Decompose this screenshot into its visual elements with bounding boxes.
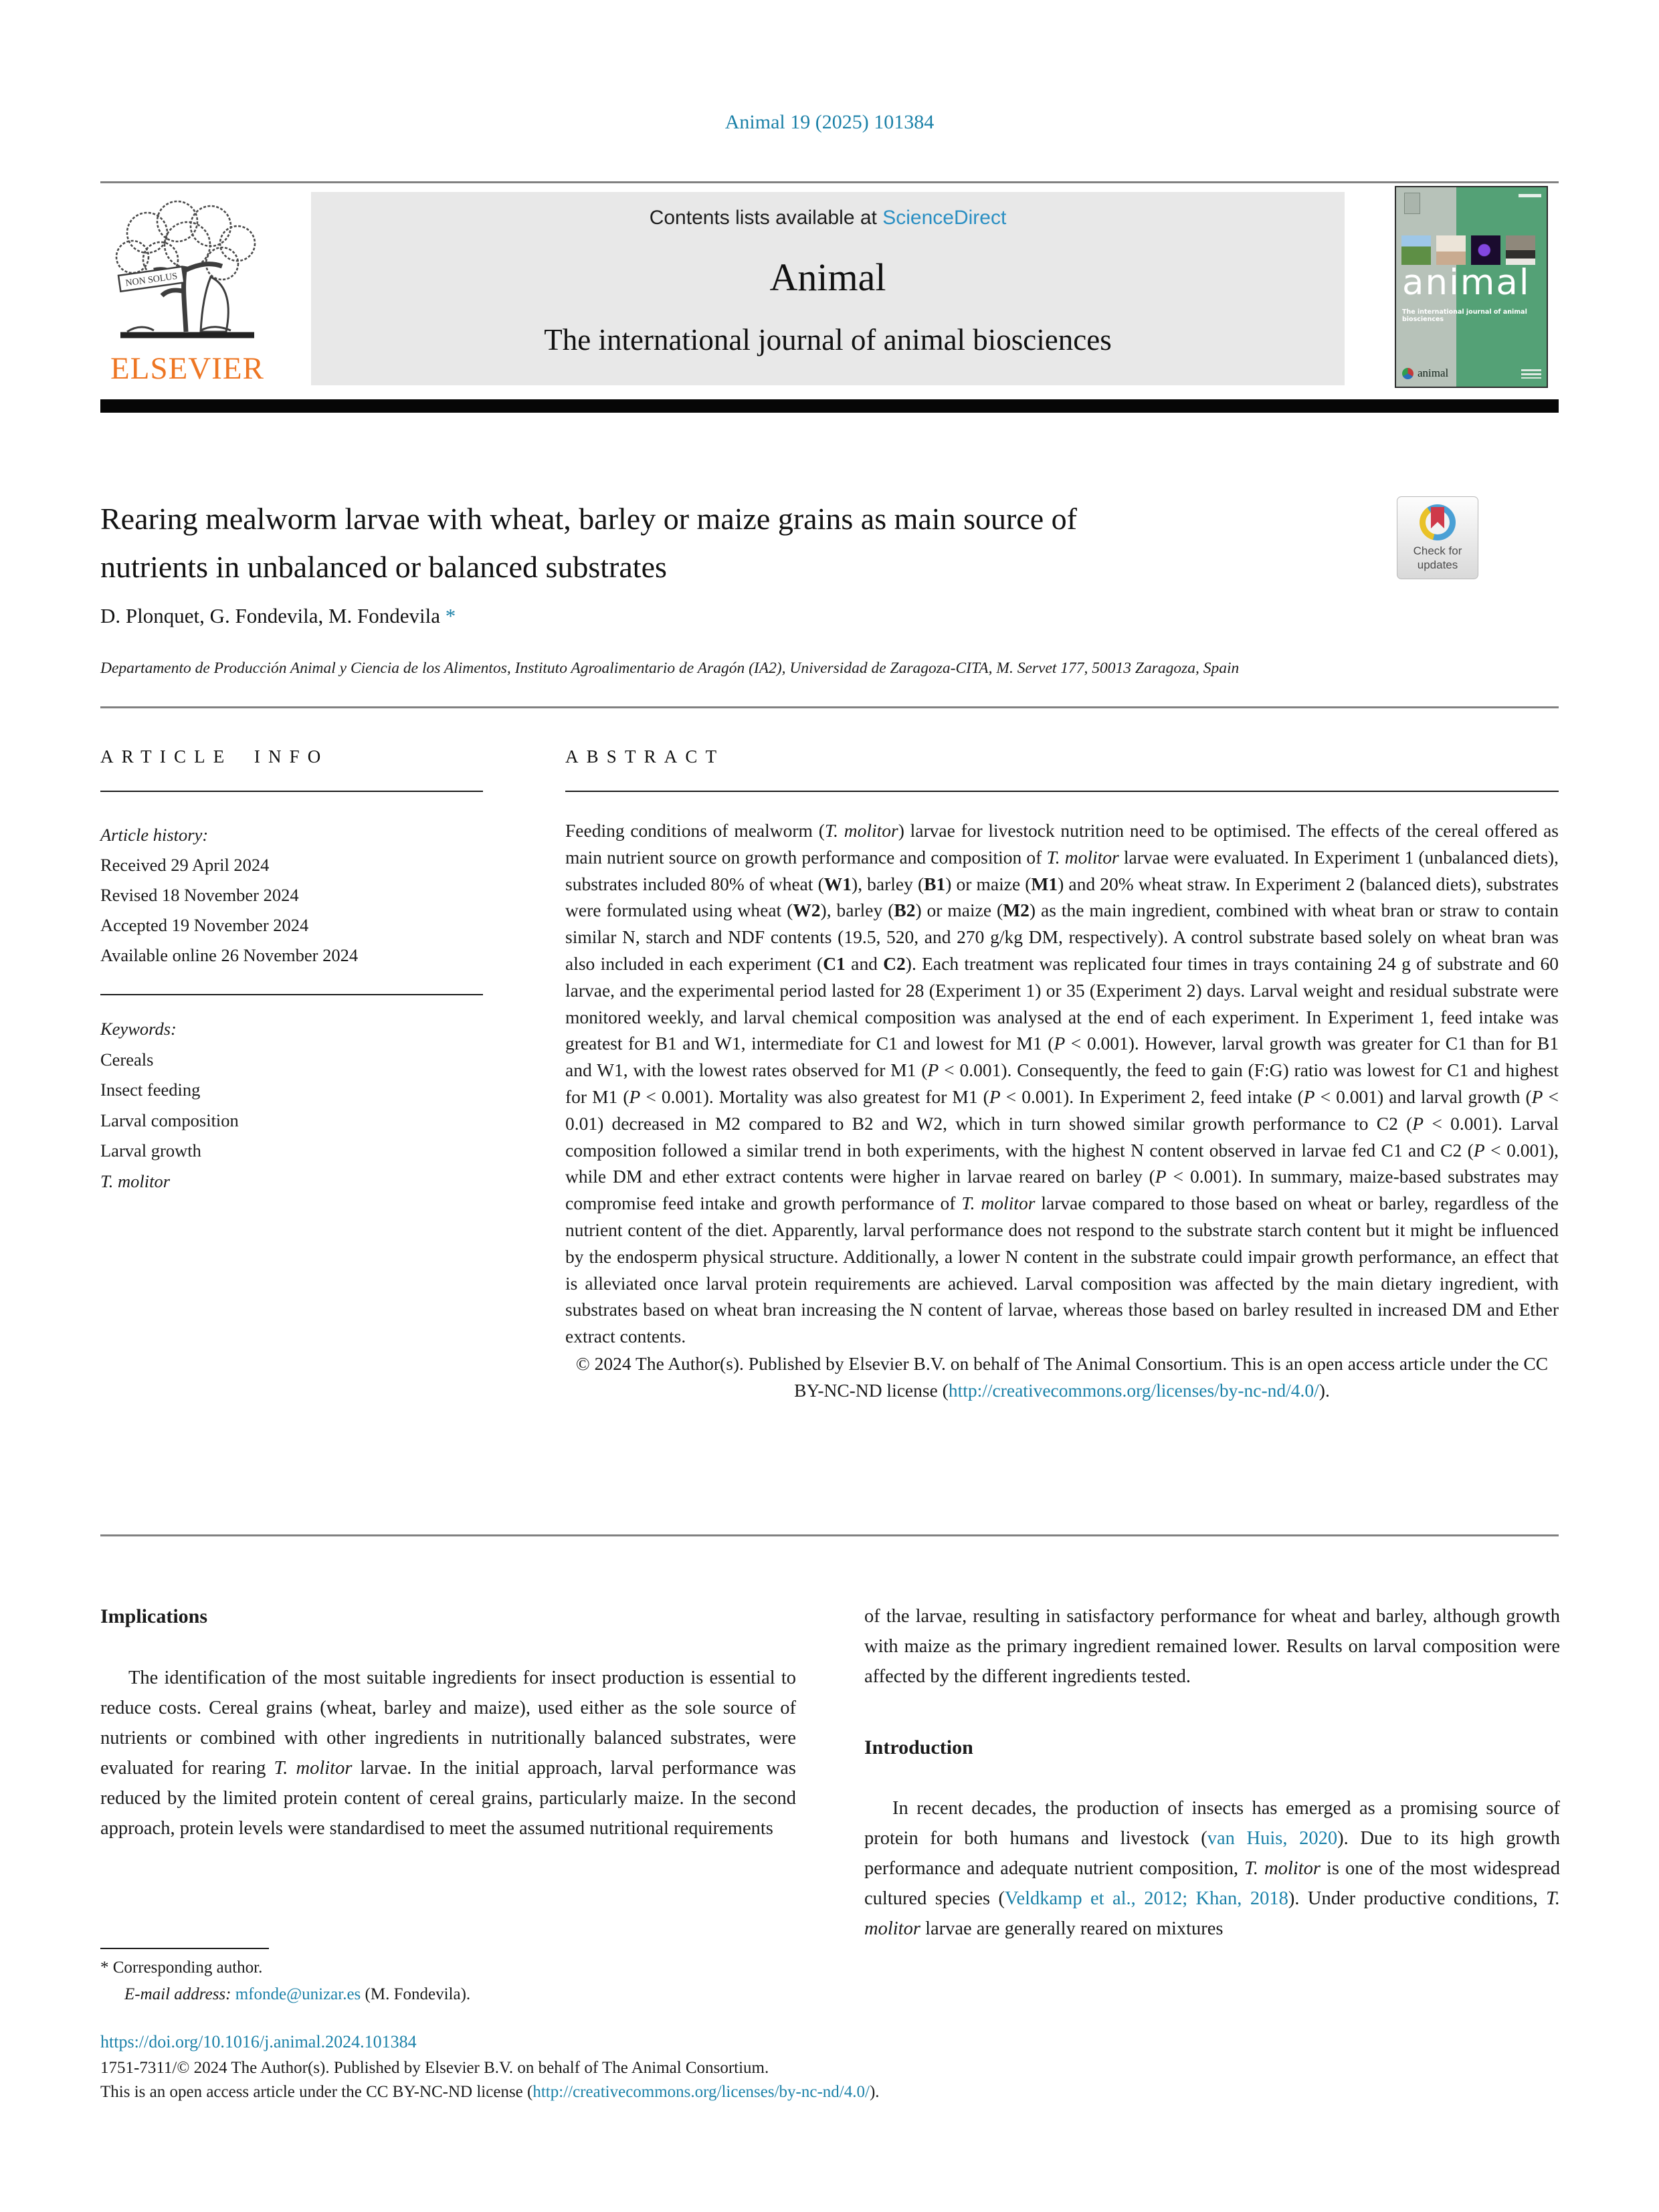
affiliation-divider — [100, 706, 1559, 708]
elsevier-logo[interactable] — [100, 198, 274, 399]
abstract-header: ABSTRACT — [565, 746, 725, 767]
introduction-heading: Introduction — [864, 1736, 973, 1758]
keyword-item: Cereals — [100, 1049, 154, 1070]
crossmark-label: Check for updates — [1413, 544, 1462, 571]
contents-line — [311, 207, 1345, 229]
issn-copyright-line: 1751-7311/© 2024 The Author(s). Published by Elsevier B.V. on behalf of The Animal Consortium. — [100, 2059, 769, 2077]
doi-link[interactable]: https://doi.org/10.1016/j.animal.2024.101384 — [100, 2032, 417, 2051]
keywords-label: Keywords: — [100, 1019, 177, 1039]
elsevier-wordmark: ELSEVIER — [110, 351, 264, 386]
email-address-line: E-mail address: mfonde@unizar.es (M. Fondevila). — [124, 1985, 471, 2003]
non-solus-ribbon: NON SOLUS — [124, 271, 179, 289]
keyword-item: Larval composition — [100, 1110, 239, 1130]
journal-citation-link[interactable]: Animal 19 (2025) 101384 — [724, 111, 935, 133]
cover-issn-decoration — [1519, 194, 1541, 197]
history-accepted: Accepted 19 November 2024 — [100, 915, 309, 935]
body-column-right — [864, 1601, 1560, 1944]
banner-journal-subtitle: The international journal of animal biosciences — [544, 323, 1112, 357]
animal-logo-icon — [1402, 368, 1413, 379]
inline-link[interactable]: van Huis, 2020 — [1207, 1828, 1338, 1849]
cover-photo-cattle — [1506, 235, 1535, 265]
history-available: Available online 26 November 2024 — [100, 945, 359, 965]
keyword-item: Larval growth — [100, 1140, 201, 1161]
body-column-left — [100, 1601, 796, 1843]
sciencedirect-link[interactable]: ScienceDirect — [882, 207, 1007, 229]
crossmark-icon — [1420, 504, 1456, 540]
contents-prefix: Contents lists available at — [649, 207, 883, 229]
keyword-item: T. molitor — [100, 1171, 171, 1191]
keywords-block — [100, 1014, 502, 1197]
article-history — [100, 820, 502, 971]
crossmark-badge[interactable] — [1397, 496, 1478, 579]
journal-banner — [311, 192, 1345, 385]
article-history-label: Article history: — [100, 825, 209, 845]
inline-link[interactable]: mfonde@unizar.es — [235, 1985, 361, 2003]
article-info-header: ARTICLE INFO — [100, 746, 329, 767]
license-line: This is an open access article under the CC BY-NC-ND license (http://creativecommons.org/licenses/by-nc-nd/4.0/). — [100, 2083, 880, 2101]
article-info-rule — [100, 791, 483, 792]
cover-bottom-logo — [1402, 367, 1448, 380]
cover-volume-decoration — [1521, 369, 1541, 379]
cover-photo-chromosomes — [1471, 235, 1500, 265]
author-list — [100, 604, 456, 628]
abstract-paragraph: Feeding conditions of mealworm (T. molitor) larvae for livestock nutrition need to be optimised. The effects of the cereal offered as main nutrient source on growth performance and composition of T. molitor larvae were evaluated. In Experiment 1 (unbalanced diets), substrates included 80% of wheat (W1), barley (B1) or maize (M1) and 20% wheat straw. In Experiment 2 (balanced diets), substrates were formulated using wheat (W2), barley (B2) or maize (M2) as the main ingredient, combined with wheat bran or straw to contain similar N, starch and NDF contents (19.5, 520, and 270 g/kg DM, respectively). A control substrate based solely on wheat bran was also included in each experiment (C1 and C2). Each treatment was replicated four times in trays containing 24 g of substrate and 60 larvae, and the experimental period lasted for 28 (Experiment 1) or 35 (Experiment 2) days. Larval weight and residual substrate were monitored weekly, and larval chemical composition was analysed at the end of each experiment. In Experiment 1, feed intake was greatest for B1 and W1, intermediate for C1 and lowest for M1 (P < 0.001). However, larval growth was greater for C1 than for B1 and W1, with the lowest rates observed for M1 (P < 0.001). Consequently, the feed to gain (F:G) ratio was lowest for C1 and highest for M1 (P < 0.001). Mortality was also greatest for M1 (P < 0.001). In Experiment 2, feed intake (P < 0.001) and larval growth (P < 0.01) decreased in M2 compared to B2 and W2, which in turn showed similar growth performance to C2 (P < 0.001). Larval composition followed a similar trend in both experiments, with the highest N content observed in larvae fed C1 and C2 (P < 0.001), while DM and ether extract contents were higher in larvae reared on barley (P < 0.001). In summary, maize-based substrates may compromise feed intake and growth performance of T. molitor larvae compared to those based on wheat or barley, regardless of the nutrient content of the diet. Apparently, larval performance does not respond to the substrate starch content but it might be influenced by the endosperm physical structure. Additionally, a lower N content in the substrate could impair growth performance, an effect that is alleviated once larval protein requirements are achieved. Larval composition was affected by the main dietary ingredient, with substrates based on wheat bran increasing the N content of larvae, whereas those based on barley resulted in increased DM and Ether extract contents. — [565, 820, 1559, 1347]
implications-paragraph-continued: of the larvae, resulting in satisfactory performance for wheat and barley, although growth with maize as the primary ingredient remained lower. Results on larval composition were affected by the different ingredients tested. — [864, 1606, 1560, 1687]
inline-link[interactable]: http://creativecommons.org/licenses/by-nc-nd/4.0/ — [948, 1379, 1319, 1401]
inline-link[interactable]: Veldkamp et al., 2012; Khan, 2018 — [1005, 1888, 1288, 1909]
corresponding-author-note: * Corresponding author. — [100, 1958, 263, 1977]
keywords-rule — [100, 994, 483, 995]
elsevier-tree-icon — [100, 198, 274, 352]
cover-bottom-wordmark: animal — [1418, 367, 1449, 379]
cover-tagline: The international journal of animal biosciences — [1402, 308, 1527, 323]
implications-paragraph: The identification of the most suitable ingredients for insect production is essential to reduce costs. Cereal grains (wheat, barley and maize), used either as the sole source of nutrients or combined with other ingredients in nutritionally balanced substrates, were evaluated for rearing T. molitor larvae. In the initial approach, larval performance was reduced by the limited protein content of cereal grains, particularly maize. In the second approach, protein levels were standardised to meet the assumed nutritional requirements — [100, 1668, 796, 1839]
journal-cover[interactable] — [1395, 186, 1548, 388]
introduction-paragraph: In recent decades, the production of insects has emerged as a promising source of protein for both humans and livestock (van Huis, 2020). Due to its high growth performance and adequate nutrient composition, T. molitor is one of the most widespread cultured species (Veldkamp et al., 2012; Khan, 2018). Under productive conditions, T. molitor larvae are generally reared on mixtures — [864, 1798, 1560, 1939]
author-names: D. Plonquet, G. Fondevila, M. Fondevila — [100, 604, 441, 627]
abstract-copyright: © 2024 The Author(s). Published by Elsevier B.V. on behalf of The Animal Consortium. This is an open access article under the CC BY-NC-ND license (http://creativecommons.org/licenses/by-nc-nd/4.0/). — [575, 1352, 1549, 1401]
cover-wordmark: animal — [1402, 262, 1531, 303]
masthead-black-bar — [100, 399, 1559, 413]
footnote-rule — [100, 1948, 269, 1949]
article-title: Rearing mealworm larvae with wheat, barley or maize grains as main source of nutrients in unbalanced or balanced substrates — [100, 502, 1077, 584]
abstract-bottom-divider — [100, 1534, 1559, 1536]
abstract-rule — [565, 791, 1559, 792]
abstract-text — [565, 817, 1559, 1404]
top-divider — [100, 181, 1559, 183]
keyword-item: Insect feeding — [100, 1080, 201, 1100]
history-received: Received 29 April 2024 — [100, 855, 270, 875]
banner-journal-name: Animal — [769, 256, 886, 299]
affiliation: Departamento de Producción Animal y Ciencia de los Alimentos, Instituto Agroalimentario de Aragón (IA2), Universidad de Zaragoza-CITA, M. Servet 177, 50013 Zaragoza, Spain — [100, 660, 1240, 677]
history-revised: Revised 18 November 2024 — [100, 885, 299, 905]
cover-photo-landscape — [1401, 235, 1431, 265]
cover-photo-person — [1436, 235, 1466, 265]
implications-heading: Implications — [100, 1605, 208, 1627]
cover-elsevier-mark-icon — [1404, 193, 1420, 214]
corresponding-author-asterisk[interactable]: * — [440, 604, 456, 627]
inline-link[interactable]: http://creativecommons.org/licenses/by-nc-nd/4.0/ — [532, 2083, 870, 2101]
